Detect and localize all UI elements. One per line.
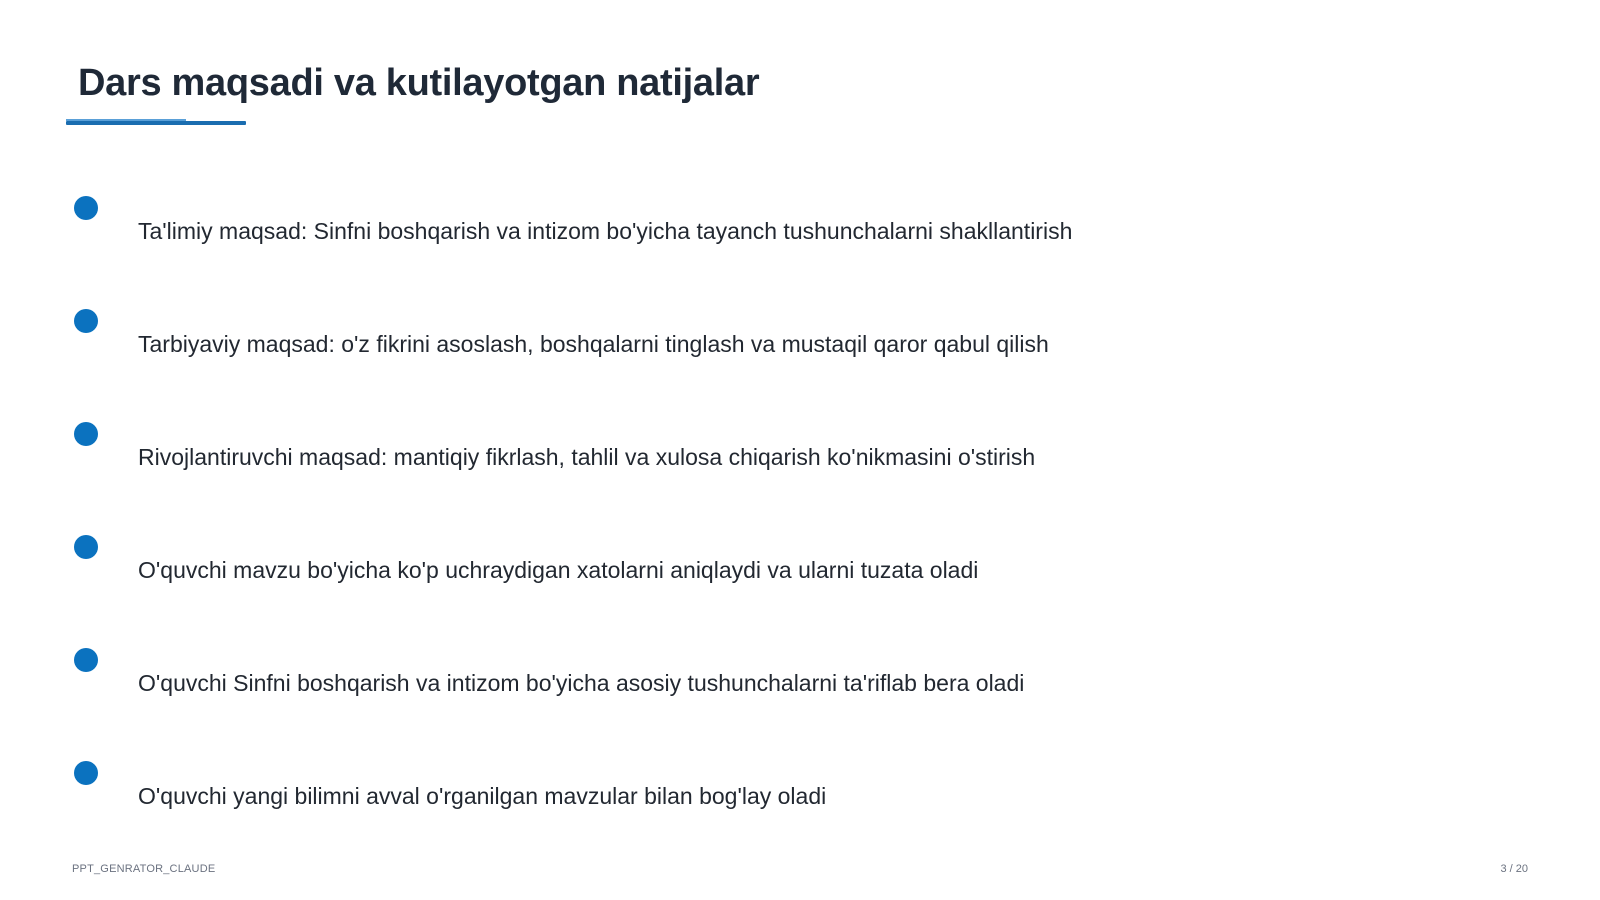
list-item — [0, 309, 1400, 369]
page-indicator: 3 / 20 — [1500, 863, 1528, 875]
list-item — [0, 648, 1400, 708]
bullet-dot-icon — [74, 309, 98, 333]
bullet-text: O'quvchi yangi bilimni avval o'rganilgan mavzular bilan bog'lay oladi — [138, 783, 827, 809]
title-underline-accent — [66, 119, 186, 121]
bullet-dot-icon — [74, 761, 98, 785]
bullet-text: Ta'limiy maqsad: Sinfni boshqarish va intizom bo'yicha tayanch tushunchalarni shakllantirish — [138, 218, 1073, 244]
list-item — [0, 535, 1400, 595]
footer-generator-label: PPT_GENRATOR_CLAUDE — [72, 863, 216, 875]
bullet-dot-icon — [74, 422, 98, 446]
list-item — [0, 422, 1400, 482]
bullet-text: Rivojlantiruvchi maqsad: mantiqiy fikrlash, tahlil va xulosa chiqarish ko'nikmasini o'stirish — [138, 444, 1036, 470]
list-item — [0, 196, 1400, 256]
list-item — [0, 761, 1400, 821]
bullet-dot-icon — [74, 196, 98, 220]
bullet-dot-icon — [74, 648, 98, 672]
title-underline — [66, 121, 246, 125]
bullet-text: Tarbiyaviy maqsad: o'z fikrini asoslash, boshqalarni tinglash va mustaqil qaror qabul qilish — [138, 331, 1049, 357]
bullet-text: O'quvchi mavzu bo'yicha ko'p uchraydigan xatolarni aniqlaydi va ularni tuzata oladi — [138, 557, 979, 583]
bullet-dot-icon — [74, 535, 98, 559]
bullet-text: O'quvchi Sinfni boshqarish va intizom bo'yicha asosiy tushunchalarni ta'riflab bera oladi — [138, 670, 1025, 696]
slide-title: Dars maqsadi va kutilayotgan natijalar — [78, 62, 760, 104]
